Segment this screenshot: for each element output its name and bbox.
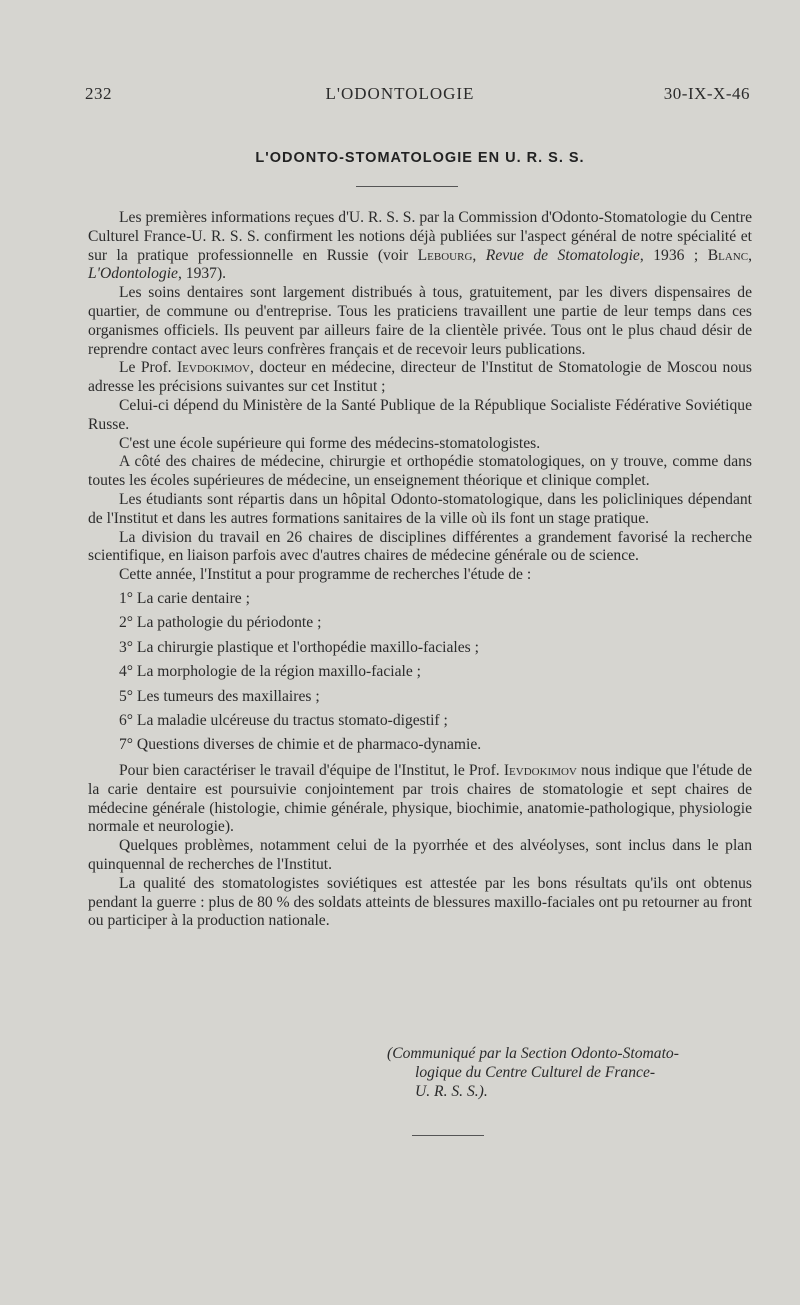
credit-line: logique du Centre Culturel de France- [415,1063,656,1081]
paragraph: Quelques problèmes, notamment celui de la pyorrhée et des alvéolyses, sont inclus dans le plan quinquennal de recherches de l'Institut. [88,837,752,874]
text: Pour bien caractériser le travail d'équipe de l'Institut, le Prof. [119,762,504,780]
text: Le Prof. [119,359,177,377]
article-body [88,209,752,931]
article-title: L'ODONTO-STOMATOLOGIE EN U. R. S. S. [255,150,585,166]
text: , 1936 ; [639,246,708,264]
text: , [748,246,752,264]
page-number: 232 [85,84,112,103]
paragraph [88,762,752,837]
credit-line: U. R. S. S.). [415,1082,488,1100]
journal-name: Revue de Stomatologie [485,246,640,264]
text: nous indique que l'étude de la carie dentaire est poursuivie conjointement par trois chaires de stomatologie et sept chaires de médecine générale (histologie, chimie générale, physique, biochimie, anatomie-pathologique, physiologie normale et neurologie). [88,762,752,836]
text: , [472,246,486,264]
source-credit [387,1045,767,1101]
running-header: L'ODONTOLOGIE [325,84,475,103]
text: , 1937). [177,265,227,283]
paragraph: A côté des chaires de médecine, chirurgie et orthopédie stomatologiques, on y trouve, comme dans toutes les écoles supérieures de médecine, un enseignement théorique et clinique complet. [88,453,752,490]
person-name: Ievdokimov [176,359,250,377]
author-name: Lebourg [417,246,473,264]
paragraph: C'est une école supérieure qui forme des médecins-stomatologistes. [119,434,541,452]
author-name: Blanc [707,246,749,264]
paragraph [88,359,752,397]
list-item: 5° Les tumeurs des maxillaires ; [119,687,320,705]
title-divider [356,186,458,187]
list-item: 7° Questions diverses de chimie et de pharmaco-dynamie. [119,736,482,754]
text: Les premières informations reçues d'U. R. S. S. par la Commission d'Odonto-Stomatologie du Centre Culturel France-U. R. S. S. confirment les notions déjà publiées sur l'aspect général de notre spécialité et sur la pratique professionnelle en Russie (voir [88,209,752,264]
paragraph: Cette année, l'Institut a pour programme de recherches l'étude de : [119,566,532,584]
journal-name: L'Odontologie [88,265,178,283]
text: , docteur en médecine, directeur de l'Institut de Stomatologie de Moscou nous adresse les précisions suivantes sur cet Institut ; [88,359,752,396]
paragraph: Celui-ci dépend du Ministère de la Santé Publique de la République Socialiste Fédérative Soviétique Russe. [88,396,752,433]
list-item: 2° La pathologie du périodonte ; [119,614,322,632]
credit-line: (Communiqué par la Section Odonto-Stomato- [387,1045,679,1062]
issue-date: 30-IX-X-46 [663,84,750,103]
paragraph: Les soins dentaires sont largement distribués à tous, gratuitement, par les divers dispensaires de quartier, de commune ou d'entreprise. Tous les praticiens travaillent une partie de leur temps dans ces organismes officiels. Ils peuvent par ailleurs faire de la clientèle privée. Tous ont le plus chaud désir de reprendre contact avec leurs confrères français et de recevoir leurs publications. [88,284,752,358]
list-item: 1° La carie dentaire ; [119,589,250,607]
list-item: 6° La maladie ulcéreuse du tractus stomato-digestif ; [119,711,448,729]
person-name: Ievdokimov [503,762,577,780]
paragraph: La qualité des stomatologistes soviétiques est attestée par les bons résultats qu'ils ont obtenus pendant la guerre : plus de 80 % des soldats atteints de blessures maxillo-faciales ont pu retourner au front ou participer à la production nationale. [88,874,752,930]
list-item: 3° La chirurgie plastique et l'orthopédie maxillo-faciales ; [119,638,479,656]
research-program-list [88,590,752,755]
paragraph [88,209,752,284]
end-divider [412,1135,484,1136]
paragraph: Les étudiants sont répartis dans un hôpital Odonto-stomatologique, dans les policliniques dépendant de l'Institut et dans les autres formations sanitaires de la ville où ils font un stage pratique. [88,490,752,527]
list-item: 4° La morphologie de la région maxillo-faciale ; [119,663,421,681]
paragraph: La division du travail en 26 chaires de disciplines différentes a grandement favorisé la recherche scientifique, en liaison parfois avec d'autres chaires de médecine générale ou de science. [88,528,752,565]
